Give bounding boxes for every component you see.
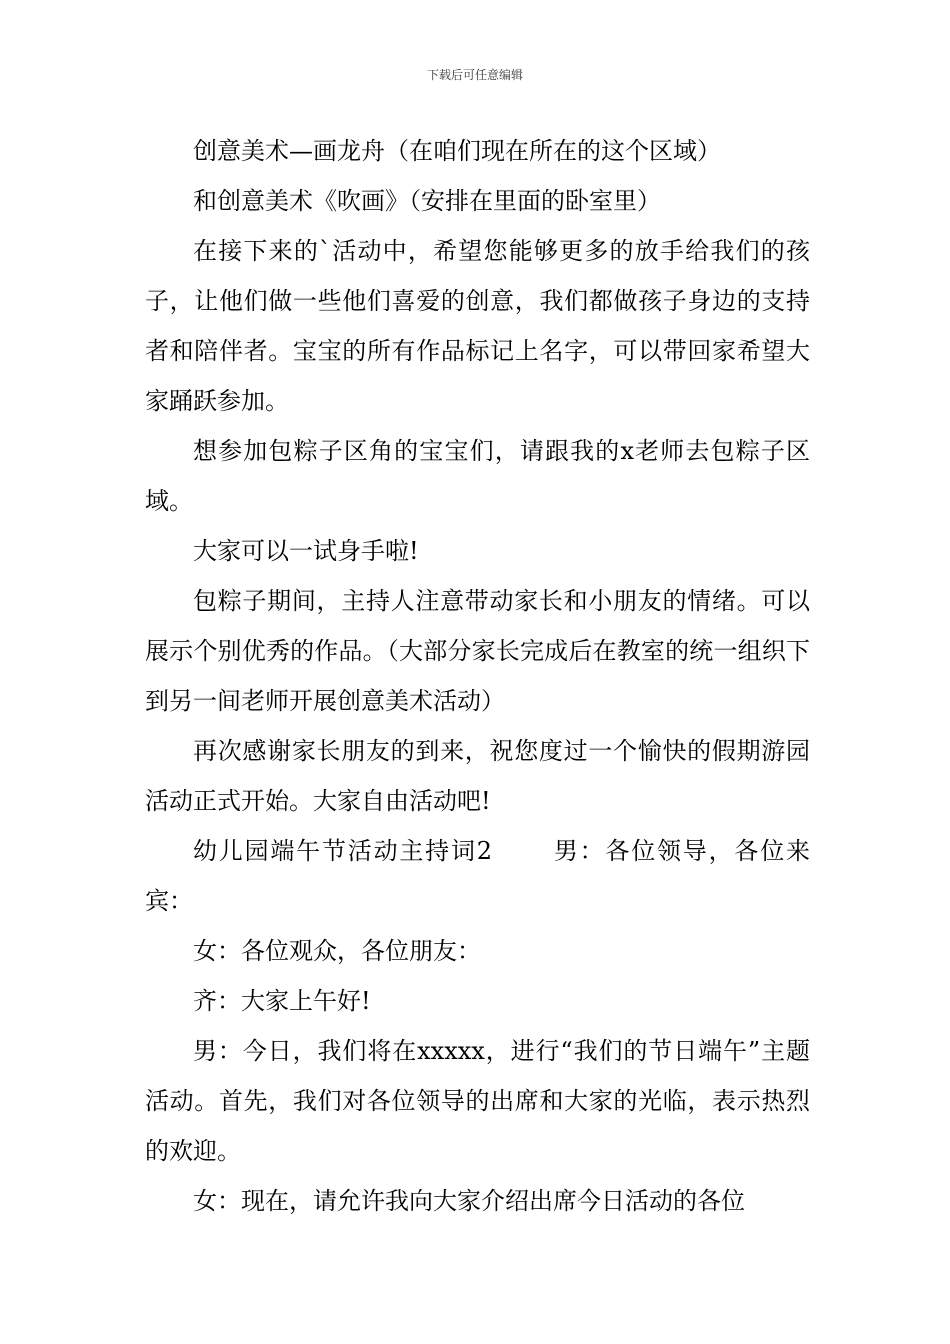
paragraph: 男：今日，我们将在xxxxx，进行“我们的节日端午”主题活动。首先，我们对各位领导的出席和大家的光临，表示热烈的欢迎。 (145, 1037, 810, 1165)
paragraph: 想参加包粽子区角的宝宝们，请跟我的x老师去包粽子区域。 (145, 437, 810, 515)
section-title: 幼儿园端午节活动主持词2 (193, 837, 493, 865)
paragraph: 和创意美术《吹画》（安排在里面的卧室里） (193, 187, 661, 215)
paragraph: 女：各位观众，各位朋友： (193, 937, 481, 965)
paragraph: 创意美术—画龙舟（在咱们现在所在的这个区域） (193, 137, 721, 165)
paragraph: 在接下来的`活动中，希望您能够更多的放手给我们的孩子，让他们做一些他们喜爱的创意，我们都做孩子身边的支持者和陪伴者。宝宝的所有作品标记上名字，可以带回家希望大家踊跃参加。 (145, 237, 810, 415)
paragraph: 大家可以一试身手啦! (193, 537, 419, 565)
paragraph: 齐：大家上午好! (193, 987, 371, 1015)
paragraph: 包粽子期间，主持人注意带动家长和小朋友的情绪。可以展示个别优秀的作品。（大部分家长完成后在教室的统一组织下到另一间老师开展创意美术活动） (145, 587, 810, 715)
page-header: 下载后可任意编辑 (426, 68, 523, 82)
paragraph: 再次感谢家长朋友的到来，祝您度过一个愉快的假期游园活动正式开始。大家自由活动吧! (145, 737, 810, 815)
title-paragraph (145, 826, 810, 926)
document-body (145, 126, 810, 1226)
paragraph: 女：现在，请允许我向大家介绍出席今日活动的各位 (193, 1187, 745, 1215)
title-line-rest: 男：各位领导，各位来宾： (145, 837, 810, 915)
